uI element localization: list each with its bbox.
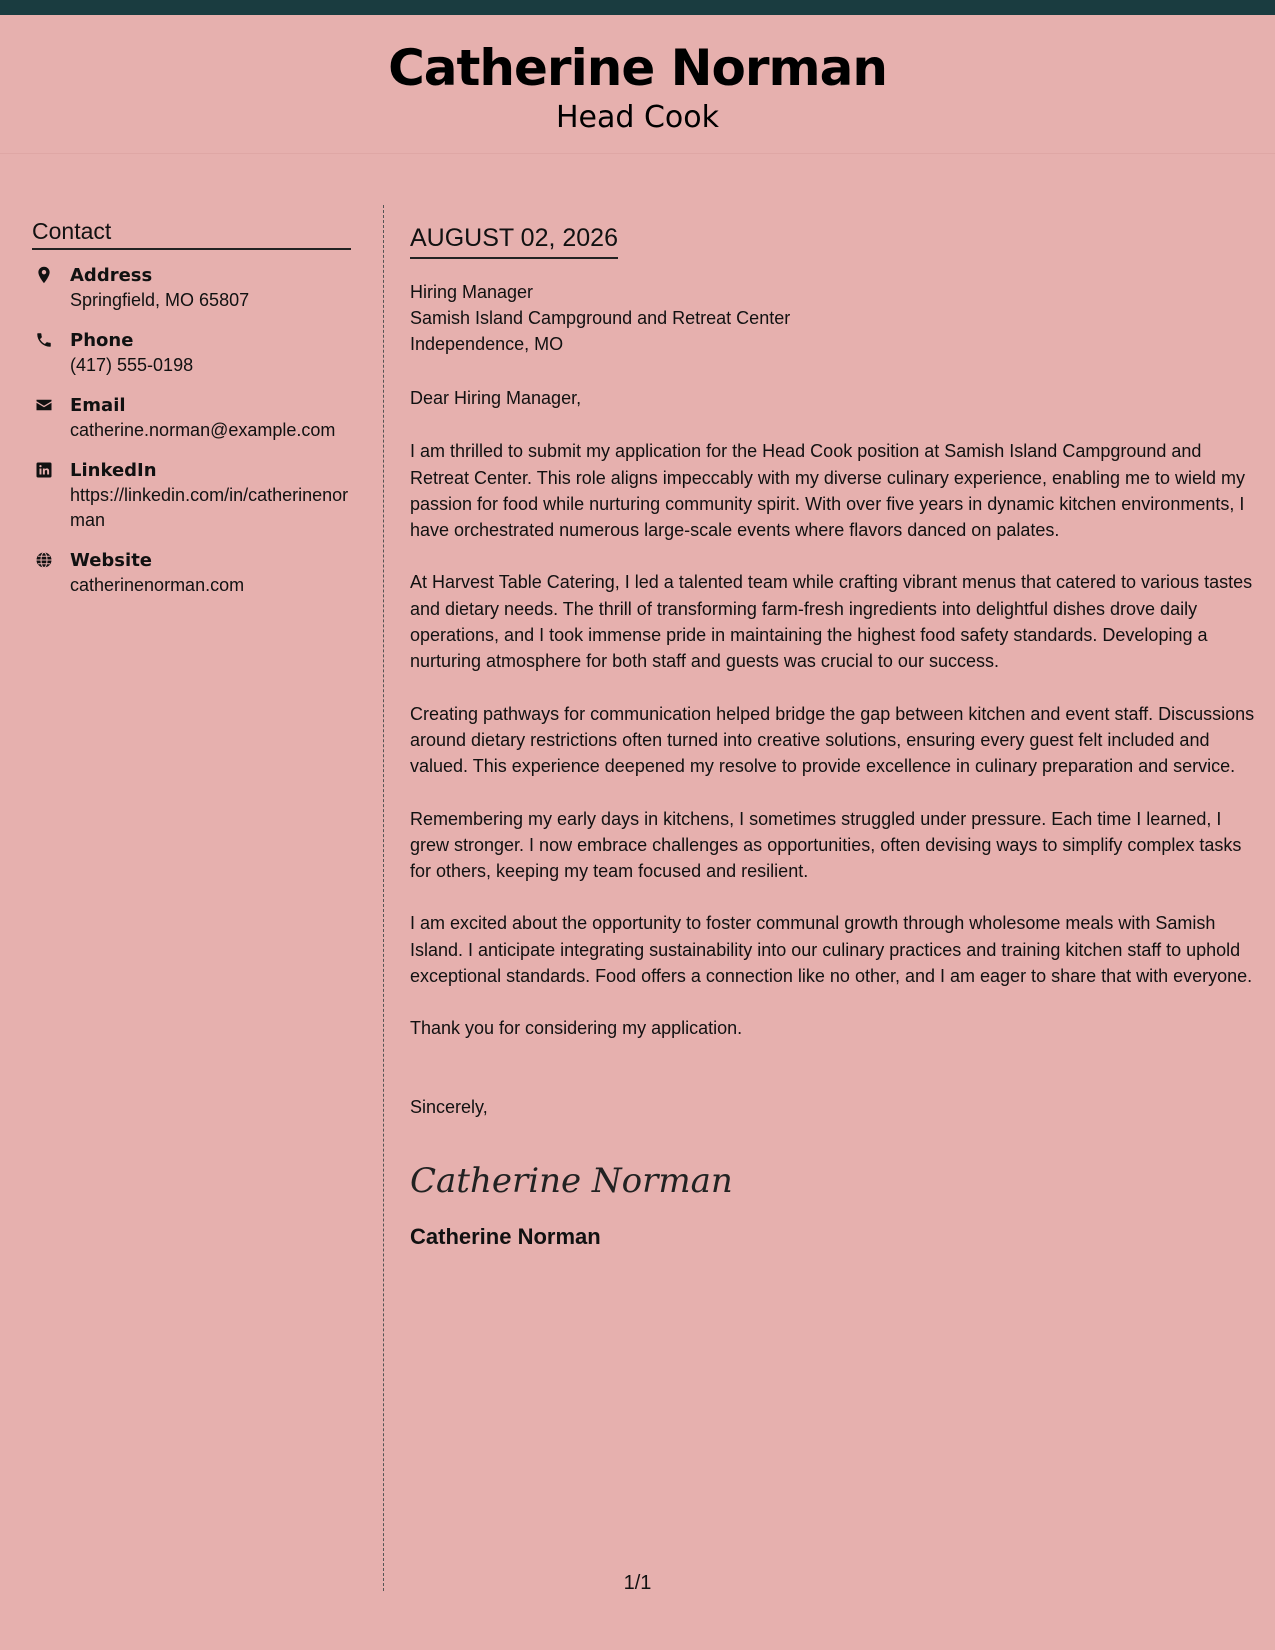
contact-item-email: [32, 394, 351, 443]
globe-icon: [32, 549, 70, 598]
contact-item-linkedin: [32, 459, 351, 533]
contact-sidebar: [32, 220, 351, 614]
top-accent-bar: [0, 0, 1275, 15]
contact-item-website: [32, 549, 351, 598]
recipient-line: Hiring Manager: [410, 282, 534, 302]
body-paragraph: Remembering my early days in kitchens, I sometimes struggled under pressure. Each time I learned, I grew stronger. I now embrace challenges as opportunities, often devising ways to simplify complex tasks for others, keeping my team focused and resilient.: [410, 808, 1242, 882]
envelope-icon: [32, 394, 70, 443]
body-paragraph: Creating pathways for communication helped bridge the gap between kitchen and event staff. Discussions around dietary restrictions often turned into creative solutions, ensuring every guest felt included and valued. This experience deepened my resolve to provide excellence in culinary preparation and service.: [410, 703, 1255, 777]
signature-text: Catherine Norman: [410, 1160, 733, 1201]
recipient-line: Samish Island Campground and Retreat Center: [410, 308, 791, 328]
page-header: [0, 15, 1275, 154]
body-paragraph: At Harvest Table Catering, I led a talented team while crafting vibrant menus that catered to various tastes and dietary needs. The thrill of transforming farm-fresh ingredients into delightful dishes drove daily operations, and I took immense pride in maintaining the highest food safety standards. Developing a nurturing atmosphere for both staff and guests was crucial to our success.: [410, 572, 1253, 672]
closing: Sincerely,: [410, 1096, 488, 1117]
body-paragraph: Thank you for considering my application.: [410, 1018, 743, 1039]
body-paragraph: I am thrilled to submit my application for the Head Cook position at Samish Island Campground and Retreat Center. This role aligns impeccably with my diverse culinary experience, enabling me to wield my passion for food while nurturing community spirit. With over five years in dynamic kitchen environments, I have orchestrated numerous large-scale events where flavors danced on palates.: [410, 441, 1246, 541]
contact-item-phone: [32, 329, 351, 378]
contact-label: Address: [70, 265, 153, 286]
contact-item-address: [32, 264, 351, 313]
applicant-role: Head Cook: [555, 100, 719, 135]
contact-value: (417) 555-0198: [70, 355, 194, 375]
greeting: Dear Hiring Manager,: [410, 388, 582, 408]
body-paragraph: I am excited about the opportunity to foster communal growth through wholesome meals with Samish Island. I anticipate integrating sustainability into our culinary practices and training kitchen staff to uphold exceptional standards. Food offers a connection like no other, and I am eager to share that with everyone.: [410, 913, 1253, 987]
recipient-line: Independence, MO: [410, 334, 564, 354]
contact-label: Phone: [70, 330, 134, 351]
applicant-name: Catherine Norman: [388, 39, 887, 97]
handwritten-signature: [410, 1150, 1255, 1210]
signer-name: Catherine Norman: [410, 1223, 601, 1249]
phone-icon: [32, 329, 70, 378]
contact-title: Contact: [32, 220, 351, 250]
contact-label: Website: [70, 550, 153, 571]
letter-date: AUGUST 02, 2026: [410, 226, 618, 259]
column-divider: [383, 205, 384, 1591]
contact-email-link[interactable]: catherine.norman@example.com: [70, 420, 336, 440]
map-pin-icon: [32, 264, 70, 313]
linkedin-icon: [32, 459, 70, 533]
contact-label: LinkedIn: [70, 460, 157, 481]
contact-label: Email: [70, 395, 126, 416]
contact-website-link[interactable]: catherinenorman.com: [70, 575, 245, 595]
recipient-block: [410, 279, 1255, 357]
contact-value: Springfield, MO 65807: [70, 290, 250, 310]
contact-linkedin-link[interactable]: https://linkedin.com/in/catherinenorman: [70, 485, 349, 530]
letter-body: [410, 220, 1255, 1248]
page-number: 1/1: [623, 1572, 652, 1594]
